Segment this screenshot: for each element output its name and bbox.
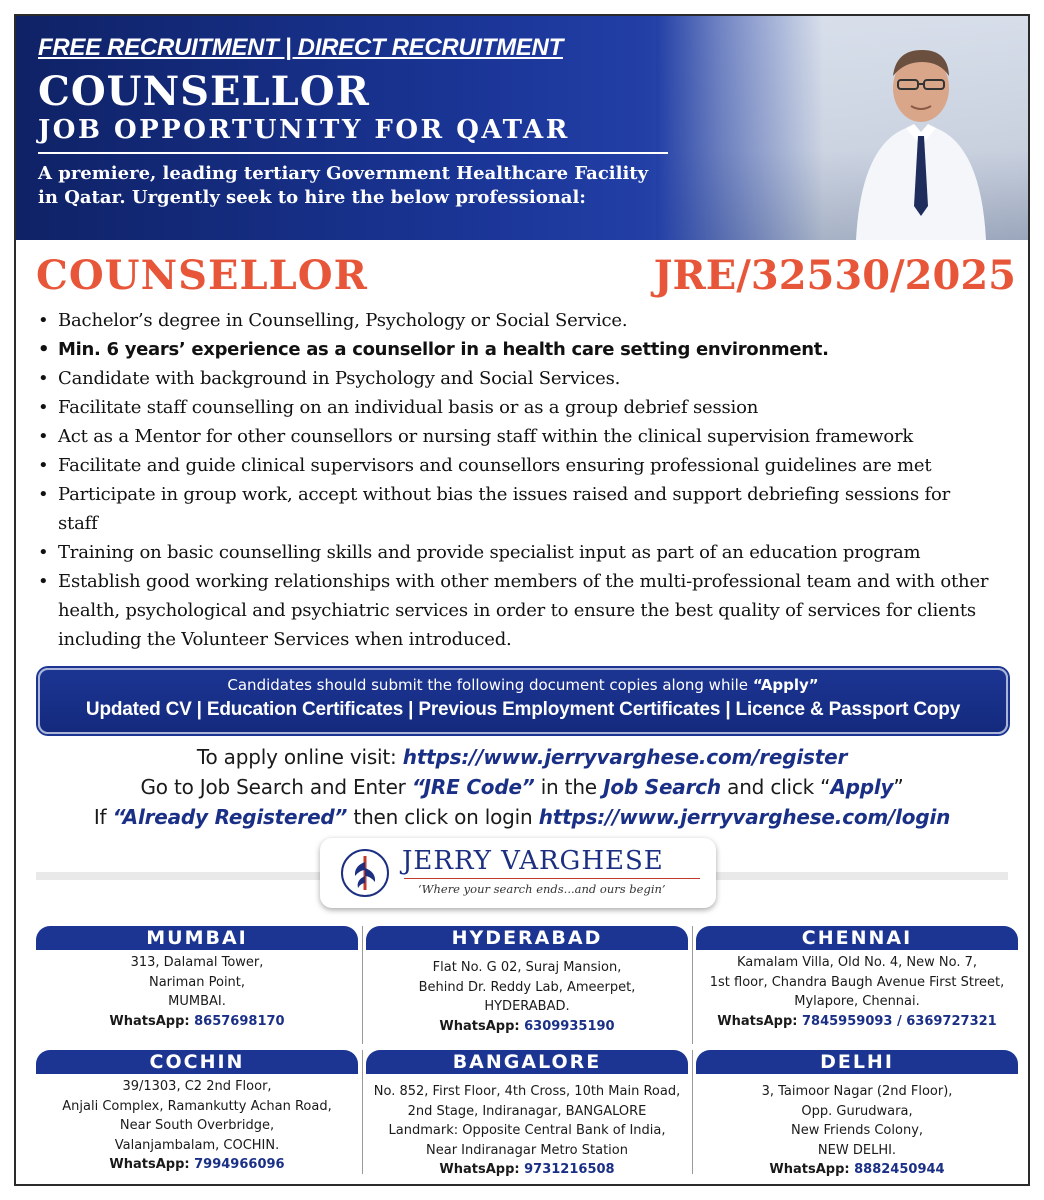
apply-label: Apply [830,775,894,799]
address-line: Near South Overbridge, [119,1118,275,1133]
apply-text: then click on login [353,805,533,829]
jre-code: JRE/32530/2025 [653,252,1016,299]
position-title: COUNSELLOR [36,252,368,299]
requirement-item: • Participate in group work, accept without bias the issues raised and support debriefing sessions for staff [36,480,1026,538]
office-delhi [696,1050,1018,1180]
address-line: HYDERABAD. [484,999,570,1014]
requirement-item: • Training on basic counselling skills and provide specialist input as part of an education program [36,538,1026,567]
whatsapp-number[interactable]: 9731216508 [524,1162,615,1177]
apply-text: in the [540,775,597,799]
documents-apply-word: “Apply” [752,676,819,694]
address-line: 1st floor, Chandra Baugh Avenue First Street, [709,974,1005,990]
address-line: Opp. Gurudwara, [801,1103,913,1119]
office-divider [362,926,363,1044]
office-divider [692,1050,693,1174]
office-address [366,1074,688,1180]
address-line: Flat No. G 02, Suraj Mansion, [432,960,622,975]
address-line: 39/1303, C2 2nd Floor, [122,1079,272,1094]
requirement-item: • Establish good working relationships with other members of the multi-professional team and with other health, psychological and psychiatric services in order to ensure the best quality of services for clients including the Volunteer Services when introduced. [36,567,1026,654]
office-city: DELHI [696,1050,1018,1074]
office-cochin [36,1050,358,1175]
office-address [696,1074,1018,1180]
office-address [36,950,358,1031]
office-bangalore [366,1050,688,1180]
documents-box [38,668,1008,734]
address-line: Kamalam Villa, Old No. 4, New No. 7, [736,955,978,970]
office-city: BANGALORE [366,1050,688,1074]
office-city: MUMBAI [36,926,358,950]
apply-line-2 [16,772,1028,802]
address-line: Valanjambalam, COCHIN. [114,1137,280,1153]
requirement-item: • Candidate with background in Psychology and Social Services. [36,364,1026,393]
register-link[interactable]: https://www.jerryvarghese.com/register [402,745,848,769]
intro-line-2: in Qatar. Urgently seek to hire the below professional: [38,187,586,208]
requirements-list [36,306,1026,654]
requirement-item: • Act as a Mentor for other counsellors or nursing staff within the clinical supervision framework [36,422,1026,451]
intro-line-1: A premiere, leading tertiary Government Healthcare Facility [38,163,649,184]
header-banner [16,16,1028,240]
company-logo [320,838,716,908]
whatsapp-contact [36,1012,358,1032]
whatsapp-contact [366,1017,688,1037]
apply-line-1 [16,742,1028,772]
whatsapp-number[interactable]: 8882450944 [854,1162,945,1177]
office-divider [692,926,693,1044]
whatsapp-number[interactable]: 7994966096 [194,1157,285,1172]
address-line: Nariman Point, [148,974,246,990]
requirement-item: • Min. 6 years’ experience as a counsellor in a health care setting environment. [36,335,1026,364]
address-line: New Friends Colony, [790,1123,924,1138]
whatsapp-label: WhatsApp: [109,1013,190,1029]
apply-line-3 [16,802,1028,832]
poster-frame [14,14,1030,1186]
header-subtitle: JOB OPPORTUNITY FOR QATAR [38,114,668,154]
address-line: 3, Taimoor Nagar (2nd Floor), [761,1084,953,1099]
address-line: 313, Dalamal Tower, [130,955,264,970]
job-search-label: Job Search [603,775,721,799]
office-city: CHENNAI [696,926,1018,950]
whatsapp-number[interactable]: 6309935190 [524,1018,615,1034]
apply-text: ” [893,775,904,799]
logo-tagline: ‘Where your search ends...and ours begin’ [418,882,666,896]
address-line: NEW DELHI. [817,1142,897,1158]
apply-text: and click “ [727,775,831,799]
header-title: COUNSELLOR [38,68,370,115]
address-line: MUMBAI. [168,994,226,1009]
office-city: HYDERABAD [366,926,688,950]
address-line: No. 852, First Floor, 4th Cross, 10th Main Road, [373,1084,681,1099]
login-link[interactable]: https://www.jerryvarghese.com/login [538,805,951,829]
whatsapp-number[interactable]: 7845959093 / 6369727321 [802,1013,997,1029]
logo-emblem-icon [340,848,390,898]
documents-intro [40,676,1006,694]
address-line: Mylapore, Chennai. [794,994,920,1009]
office-hyderabad [366,926,688,1036]
businessman-illustration [836,36,1006,240]
whatsapp-label: WhatsApp: [439,1018,520,1034]
logo-underline [404,878,700,879]
whatsapp-contact [696,1160,1018,1180]
documents-intro-text: Candidates should submit the following document copies along while [227,676,749,694]
position-row [36,252,1016,304]
header-intro [38,162,678,210]
documents-list: Updated CV | Education Certificates | Previous Employment Certificates | Licence & Passport Copy [85,699,961,720]
address-line: Near Indiranagar Metro Station [426,1142,628,1158]
requirement-item: • Facilitate and guide clinical supervisors and counsellors ensuring professional guidelines are met [36,451,1026,480]
recruitment-tagline: FREE RECRUITMENT | DIRECT RECRUITMENT [38,34,563,61]
header-text [38,34,678,210]
whatsapp-contact [36,1155,358,1175]
whatsapp-contact [696,1012,1018,1032]
whatsapp-label: WhatsApp: [769,1162,850,1177]
whatsapp-contact [366,1160,688,1180]
office-address [366,950,688,1036]
already-registered-label: “Already Registered” [112,805,348,829]
whatsapp-label: WhatsApp: [717,1013,798,1029]
requirement-item: • Facilitate staff counselling on an individual basis or as a group debrief session [36,393,1026,422]
logo-name: JERRY VARGHESE [402,846,664,876]
address-line: Anjali Complex, Ramankutty Achan Road, [62,1098,332,1114]
address-line: Behind Dr. Reddy Lab, Ameerpet, [418,979,636,995]
requirement-item: • Bachelor’s degree in Counselling, Psychology or Social Service. [36,306,1026,335]
address-line: 2nd Stage, Indiranagar, BANGALORE [407,1103,647,1119]
apply-visit-text: To apply online visit: [196,745,397,769]
office-mumbai [36,926,358,1031]
apply-text: Go to Job Search and Enter [140,775,406,799]
apply-text: If [93,805,107,829]
whatsapp-number[interactable]: 8657698170 [194,1013,285,1029]
whatsapp-label: WhatsApp: [439,1162,520,1177]
address-line: Landmark: Opposite Central Bank of India, [388,1123,666,1138]
whatsapp-label: WhatsApp: [109,1157,190,1172]
office-city: COCHIN [36,1050,358,1074]
office-divider [362,1050,363,1174]
office-address [696,950,1018,1031]
jre-code-label: “JRE Code” [411,775,535,799]
office-chennai [696,926,1018,1031]
apply-instructions [16,742,1028,832]
office-address [36,1074,358,1175]
